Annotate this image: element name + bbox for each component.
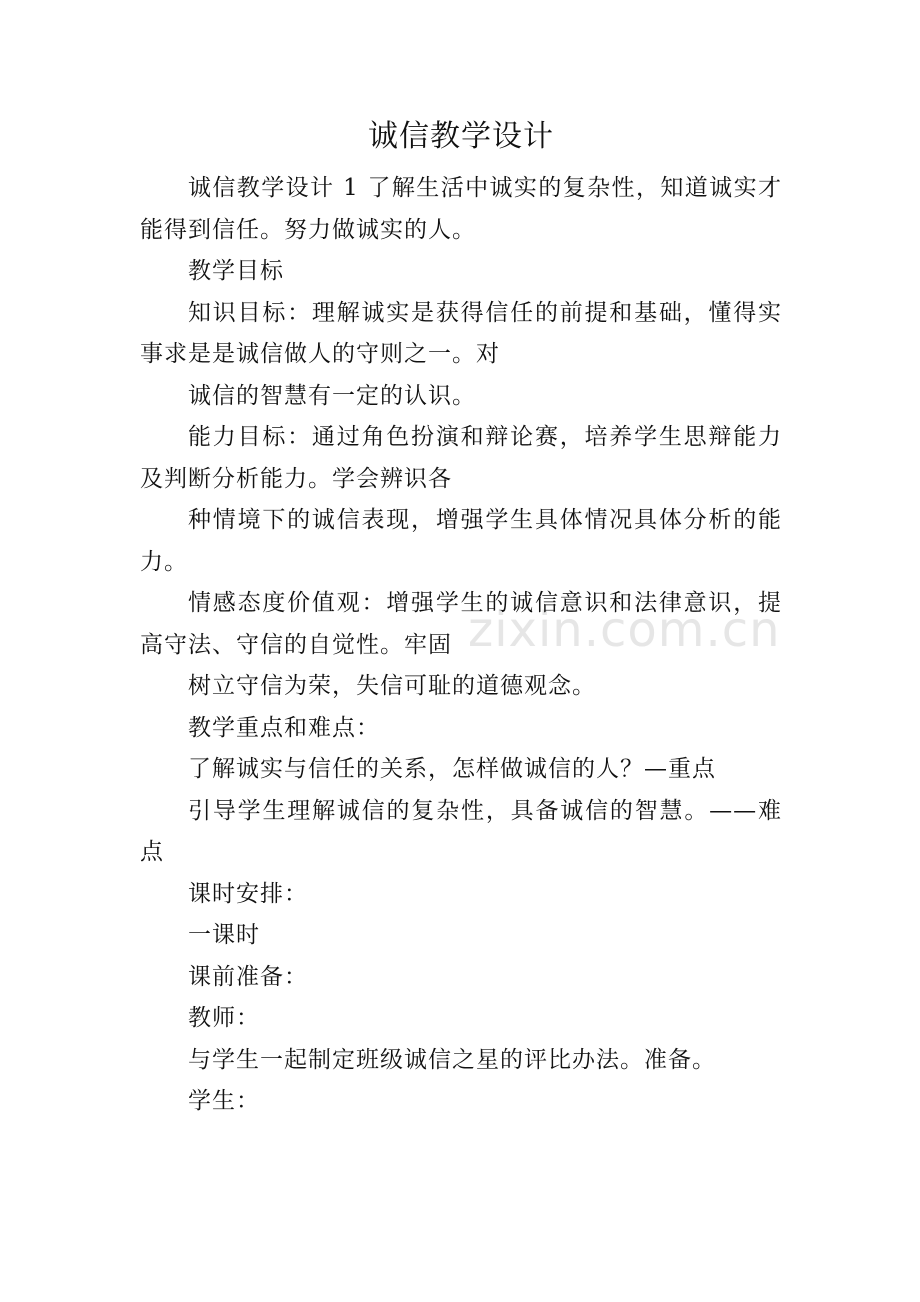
paragraph: 一课时 (188, 922, 260, 948)
paragraph: 引导学生理解诚信的复杂性，具备诚信的智慧。——难点 (140, 797, 782, 865)
paragraph: 诚信的智慧有一定的认识。 (188, 382, 476, 409)
paragraph: 了解诚实与信任的关系，怎样做诚信的人？—重点 (188, 756, 716, 782)
paragraph: 与学生一起制定班级诚信之星的评比办法。准备。 (188, 1046, 716, 1073)
paragraph: 教学重点和难点： (188, 714, 380, 741)
paragraph: 课时安排： (188, 880, 308, 907)
paragraph: 树立守信为荣，失信可耻的道德观念。 (188, 673, 596, 699)
watermark: zixin.com.cn (468, 602, 781, 658)
paragraph: 能力目标：通过角色扮演和辩论赛，培养学生思辩能力及判断分析能力。学会辨识各 (140, 424, 782, 492)
paragraph: 知识目标：理解诚实是获得信任的前提和基础，懂得实事求是是诚信做人的守则之一。对 (140, 299, 782, 367)
document-title: 诚信教学设计 (368, 119, 554, 154)
paragraph: 教师： (188, 1005, 260, 1031)
paragraph: 学生： (188, 1088, 260, 1114)
document-page (140, 114, 782, 1123)
paragraph: 教学目标 (188, 258, 284, 284)
paragraph: 课前准备： (188, 963, 308, 990)
paragraph: 诚信教学设计 1 了解生活中诚实的复杂性，知道诚实才能得到信任。努力做诚实的人。 (140, 175, 782, 243)
paragraph: 种情境下的诚信表现，增强学生具体情况具体分析的能力。 (140, 507, 782, 575)
paragraph: 情感态度价值观：增强学生的诚信意识和法律意识，提高守法、守信的自觉性。牢固 (140, 590, 782, 658)
